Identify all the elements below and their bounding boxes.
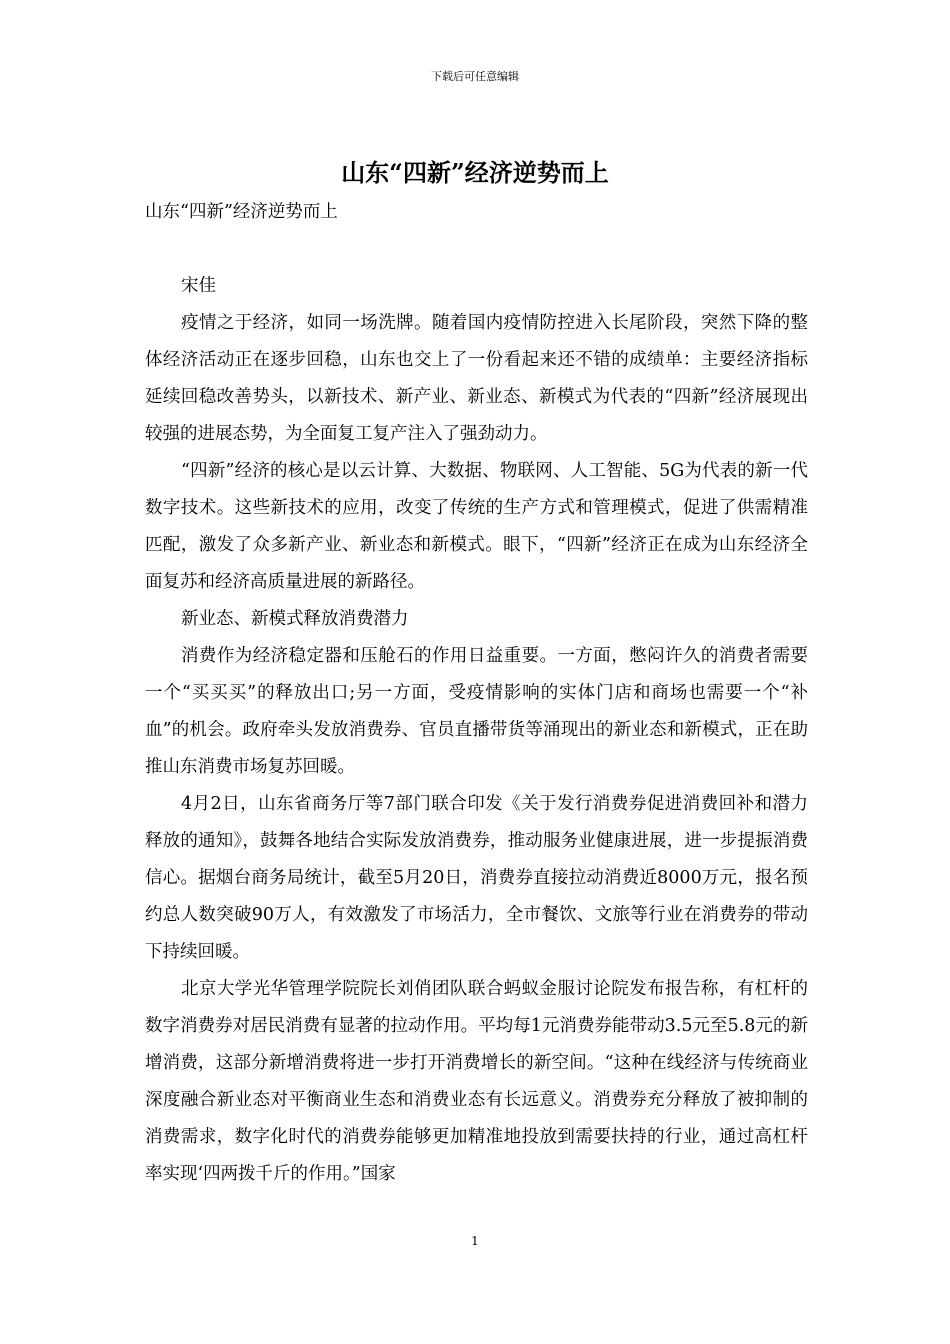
paragraph: 消费作为经济稳定器和压舱石的作用日益重要。一方面，憋闷许久的消费者需要一个“买买买”的释放出口;另一方面，受疫情影响的实体门店和商场也需要一个“补血”的机会。政府牵头发放消费券、官员直播带货等涌现出的新业态和新模式，正在助推山东消费市场复苏回暖。 [145, 646, 808, 777]
paragraph: 疫情之于经济，如同一场洗牌。随着国内疫情防控进入长尾阶段，突然下降的整体经济活动正在逐步回稳，山东也交上了一份看起来还不错的成绩单：主要经济指标延续回稳改善势头，以新技术、新产业、新业态、新模式为代表的“四新”经济展现出较强的进展态势，为全面复工复产注入了强劲动力。 [145, 313, 808, 444]
paragraph: “四新”经济的核心是以云计算、大数据、物联网、人工智能、5G为代表的新一代数字技术。这些新技术的应用，改变了传统的生产方式和管理模式，促进了供需精准匹配，激发了众多新产业、新业态和新模式。眼下，“四新”经济正在成为山东经济全面复苏和经济高质量进展的新路径。 [145, 461, 808, 592]
paragraph: 4月2日，山东省商务厅等7部门联合印发《关于发行消费券促进消费回补和潜力释放的通知》，鼓舞各地结合实际发放消费券，推动服务业健康进展，进一步提振消费信心。据烟台商务局统计，截至5月20日，消费券直接拉动消费近8000万元，报名预约总人数突破90万人，有效激发了市场活力，全市餐饮、文旅等行业在消费券的带动下持续回暖。 [145, 794, 808, 962]
document-body [145, 194, 808, 1193]
page-header-note: 下载后可任意编辑 [431, 70, 519, 83]
document-subtitle: 山东“四新”经济逆势而上 [145, 202, 338, 222]
paragraph: 北京大学光华管理学院院长刘俏团队联合蚂蚁金服讨论院发布报告称，有杠杆的数字消费券对居民消费有显著的拉动作用。平均每1元消费券能带动3.5元至5.8元的新增消费，这部分新增消费将进一步打开消费增长的新空间。“这种在线经济与传统商业深度融合新业态对平衡商业生态和消费业态有长远意义。消费券充分释放了被抑制的消费需求，数字化时代的消费券能够更加精准地投放到需要扶持的行业，通过高杠杆率实现‘四两拨千斤的作用。”国家 [145, 979, 808, 1184]
page-number: 1 [471, 1234, 479, 1248]
section-heading: 新业态、新模式释放消费潜力 [181, 609, 409, 629]
document-title: 山东“四新”经济逆势而上 [341, 158, 609, 187]
author-name: 宋佳 [181, 276, 216, 296]
